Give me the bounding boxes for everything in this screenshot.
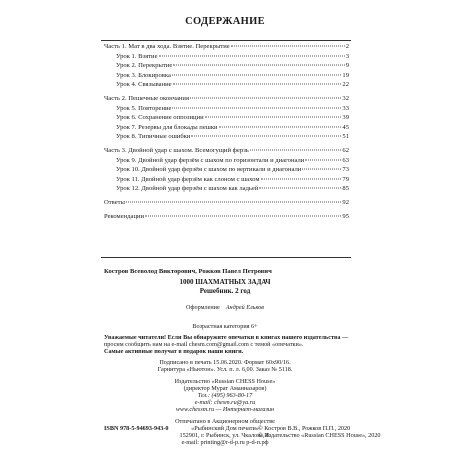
toc-entry-page: 3 (345, 52, 349, 60)
publisher-director: (директор Мурат Аманназаров) (183, 385, 267, 392)
toc-lesson-entry (104, 166, 349, 174)
toc-lesson-entry (104, 105, 349, 113)
printer-4: e-mail: printing@r-d-p.ru p-d-п.рф (181, 439, 269, 446)
toc-entry-page: 62 (342, 147, 349, 154)
toc-entry-page: 51 (342, 133, 349, 141)
toc-lesson-entry (104, 114, 349, 122)
design-name: Андрей Ельков (225, 304, 264, 311)
toc-leader-dots (250, 150, 342, 151)
toc-leader-dots (261, 178, 342, 179)
toc-lesson-entry (104, 53, 349, 61)
toc-leader-dots (219, 126, 342, 127)
toc-entry-label: Урок 5. Повторение (116, 104, 172, 112)
toc-leader-dots (172, 74, 342, 75)
toc-part-entry (104, 147, 349, 155)
toc-leader-dots (190, 98, 341, 99)
toc-entry-label: Рекомендации (104, 212, 145, 220)
toc-leader-dots (259, 188, 341, 189)
toc-lesson-entry (104, 133, 349, 141)
publisher-name: Издательство «Russian CHESS House» (174, 378, 276, 385)
print-info-2: Гарнитура «Ньютон». Усл. п. л. 6,00. Заказ № 5118. (157, 366, 293, 373)
publisher-phone: Тел.: (495) 963-80-17 (197, 392, 253, 399)
toc-lesson-entry (104, 185, 349, 193)
design-label: Оформление (186, 304, 220, 311)
isbn: ISBN 978-5-94693-943-0 (104, 425, 169, 432)
toc-lesson-entry (104, 62, 349, 70)
toc-entry-page: 45 (342, 123, 349, 131)
toc-entry-label: Урок 8. Типичные ошибки (116, 133, 191, 141)
readers-note-1: Уважаемые читатели! Если Вы обнаружите опечатки в книгах нашего издательства — (104, 334, 349, 341)
book-title: 1000 ШАХМАТНЫХ ЗАДАЧ (179, 278, 271, 286)
authors: Костров Всеволод Викторович, Рожков Павел Петрович (104, 268, 272, 275)
design-credit (0, 304, 450, 311)
toc-entry-page: 32 (342, 95, 349, 102)
publisher-website: www.chessm.ru — Интернет-магазин (175, 406, 275, 413)
toc-entry-page: 63 (342, 156, 349, 164)
readers-note-2: просим сообщить нам на e-mail chesm.com@gmail.com с темой «опечатки». (104, 341, 304, 348)
toc-lesson-entry (104, 72, 349, 80)
toc-part-entry (104, 213, 349, 221)
age-rating: Возрастная категория 6+ (192, 323, 258, 330)
toc-part-entry (104, 43, 349, 51)
toc-entry-page: 92 (342, 199, 349, 206)
printer-2: «Рыбинский Дом печати» (191, 425, 259, 432)
toc-entry-label: Урок 12. Двойной удар ферзём с шахом как ладьей (116, 185, 259, 193)
book-subtitle: Решебник. 2 год (199, 287, 251, 295)
printer-1: Отпечатано в Акционерном обществе (175, 418, 275, 425)
toc-entry-label: Часть 1. Мат в два хода. Взятие. Перекрытие (104, 43, 230, 50)
toc-entry-label: Урок 10. Двойной удар ферзём с шахом по вертикали и диагонали (116, 166, 302, 174)
toc-leader-dots (302, 169, 341, 170)
toc-leader-dots (159, 55, 345, 56)
toc-heading: СОДЕРЖАНИЕ (185, 16, 265, 27)
toc-leader-dots (231, 46, 345, 47)
toc-lesson-entry (104, 81, 349, 89)
toc-entry-page: 33 (342, 104, 349, 112)
toc-entry-label: Часть 3. Двойной удар с шахом. Всемогущий ферзь (104, 147, 249, 154)
toc-lesson-entry (104, 157, 349, 165)
toc-entry-page: 85 (342, 185, 349, 193)
toc-leader-dots (126, 202, 341, 203)
toc-lesson-entry (104, 176, 349, 184)
toc-part-entry (104, 95, 349, 103)
toc-entry-page: 39 (342, 114, 349, 122)
copyright-publisher: © Издательство «Russian CHESS House», 2020 (258, 432, 381, 439)
toc-leader-dots (205, 117, 342, 118)
toc-entry-page: 95 (342, 212, 349, 220)
toc-entry-page: 22 (342, 81, 349, 89)
toc-entry-label: Урок 1. Взятие (116, 52, 158, 60)
toc-leader-dots (173, 65, 344, 66)
toc-leader-dots (172, 107, 341, 108)
toc-leader-dots (191, 136, 341, 137)
toc-entry-page: 2 (345, 43, 349, 50)
toc-part-entry (104, 199, 349, 207)
toc-leader-dots (173, 84, 342, 85)
toc-entry-label: Урок 2. Перекрытие (116, 62, 173, 70)
toc-entry-label: Урок 7. Резервы для блокады пешки (116, 123, 218, 131)
toc-entry-label: Ответы (104, 199, 125, 206)
toc-leader-dots (145, 215, 341, 216)
toc-lesson-entry (104, 124, 349, 132)
print-info-1: Подписано в печать 15.06.2020. Формат 60х90/16. (159, 359, 291, 366)
printer-3: 152901, г. Рыбинск, ул. Чкалова, 8. (179, 432, 271, 439)
toc-entry-label: Урок 3. Блокировка (116, 71, 171, 79)
copyright-authors: © Костров В.В., Рожков П.П., 2020 (258, 425, 351, 432)
toc-entry-page: 73 (342, 166, 349, 174)
readers-note-3: Самые активные получат в подарок наши книги. (104, 348, 244, 355)
publisher-email: e-mail: chesm.ru@ya.ru (194, 399, 256, 406)
toc-leader-dots (305, 159, 341, 160)
toc-entry-label: Урок 6. Сохранение оппозиции (116, 114, 204, 122)
toc-entry-page: 9 (345, 62, 349, 70)
toc-entry-label: Часть 2. Пешечные окончания (104, 95, 189, 102)
toc-entry-page: 79 (342, 175, 349, 183)
toc-entry-label: Урок 4. Связывание (116, 81, 172, 89)
toc-entry-label: Урок 11. Двойной удар ферзём как слоном с шахом (116, 175, 260, 183)
toc-entry-label: Урок 9. Двойной удар ферзём с шахом по горизонтали и диагонали (116, 156, 305, 164)
toc-entry-page: 19 (342, 71, 349, 79)
